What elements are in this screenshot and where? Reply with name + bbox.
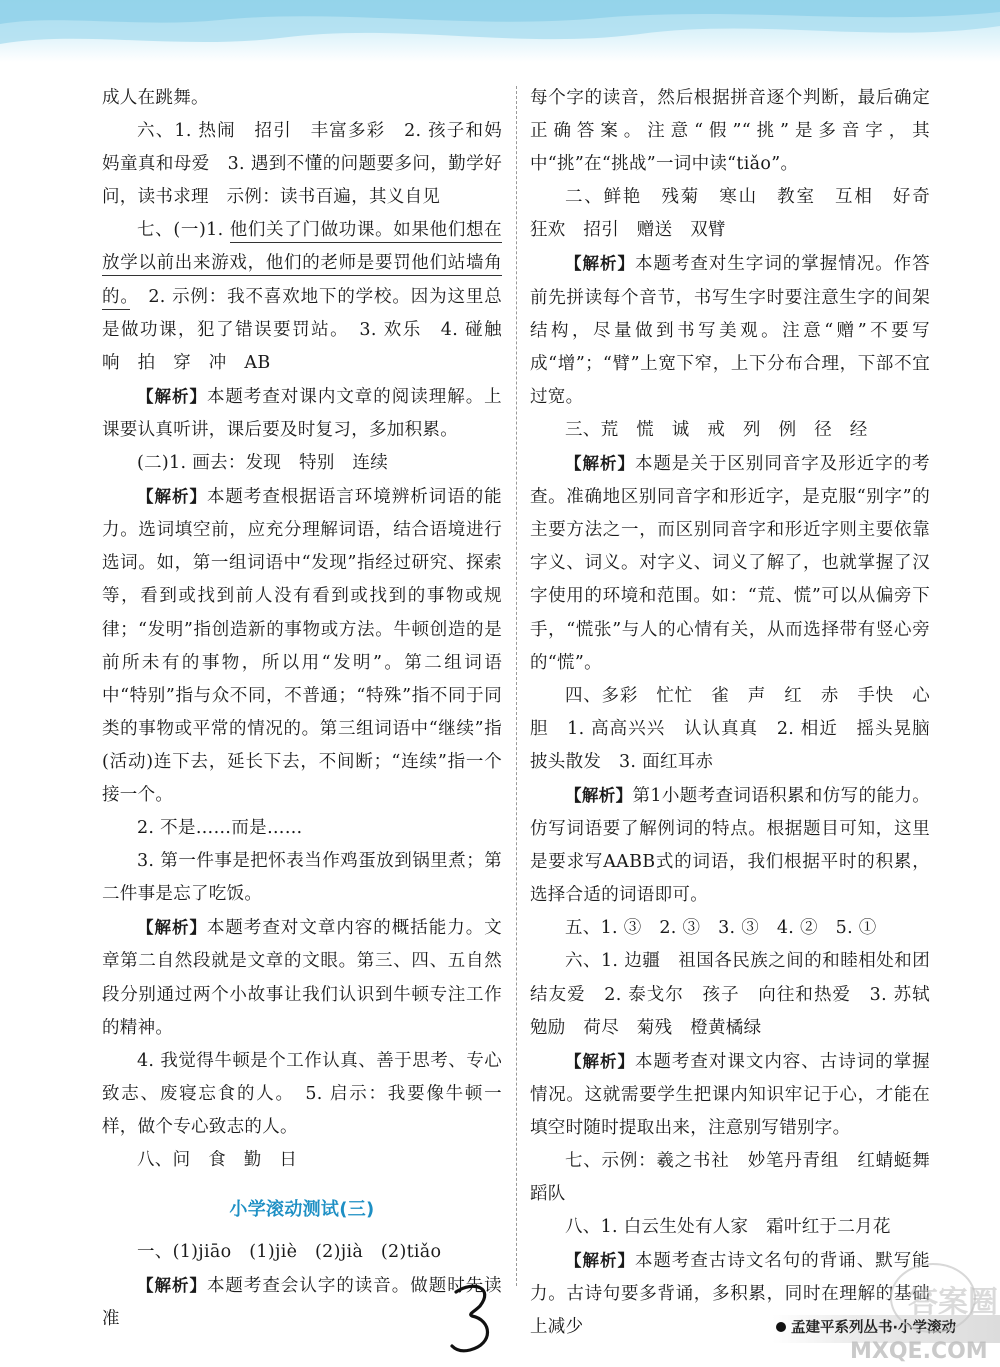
analysis-tag: 【解析】 bbox=[565, 254, 635, 274]
paragraph: 3. 第一件事是把怀表当作鸡蛋放到锅里煮；第二件事是忘了吃饭。 bbox=[102, 851, 502, 905]
bullet-icon bbox=[776, 1322, 786, 1332]
analysis-text: 本题考查对课内文章的阅读理解。上课要认真听讲，课后要及时复习，多加积累。 bbox=[102, 386, 502, 440]
paragraph: (二)1. 画去：发现 特别 连续 bbox=[137, 453, 389, 474]
paragraph: 八、1. 白云生处有人家 霜叶红于二月花 bbox=[565, 1217, 891, 1238]
analysis-paragraph bbox=[102, 911, 502, 1044]
analysis-tag: 【解析】 bbox=[137, 918, 207, 938]
analysis-tag: 【解析】 bbox=[137, 386, 207, 406]
analysis-text: 本题考查对课文内容、古诗词的掌握情况。这就需要学生把课内知识牢记于心，才能在填空时随时提取出来，注意别写错别字。 bbox=[530, 1051, 930, 1138]
paragraph: 一、(1)jiāo (1)jiè (2)jià (2)tiǎo bbox=[137, 1242, 442, 1263]
analysis-text: 第1小题考查词语积累和仿写的能力。仿写词语要了解例词的特点。根据题目可知，这里是要求写AABB式的词语，我们根据平时的积累，选择合适的词语即可。 bbox=[530, 785, 930, 906]
left-column bbox=[102, 82, 520, 1336]
paragraph: 四、多彩 忙忙 雀 声 红 赤 手快 心胆 1. 高高兴兴 认认真真 2. 相近 摇头晃脑 披头散发 3. 面红耳赤 bbox=[530, 685, 948, 772]
analysis-paragraph bbox=[102, 1269, 502, 1336]
paragraph: 八、问 食 勤 日 bbox=[137, 1150, 298, 1170]
analysis-tag: 【解析】 bbox=[565, 1251, 635, 1271]
watermark-line2: MXQE.COM bbox=[850, 1339, 988, 1364]
analysis-text: 本题考查会认字的读音。做题时先读准 bbox=[102, 1276, 502, 1330]
analysis-paragraph bbox=[102, 380, 502, 447]
underlined-answer: 他们关了门做功课。如果他们想在放学以前出来游戏，他们的老师是要罚他们站墙角的。 bbox=[102, 220, 502, 309]
analysis-text: 本题是关于区别同音字及形近字的考查。准确地区别同音字和形近字，是克服“别字”的主要方法之一，而区别同音字和形近字则主要依靠字义、词义。对字义、词义了解了，也就掌握了汉字使用的环境和范围。如：“荒、慌”可以从偏旁下手，“慌张”与人的心情有关，从而选择带有竖心旁的“慌”。 bbox=[530, 454, 930, 673]
analysis-paragraph bbox=[530, 447, 930, 680]
answer-text: 2. 示例：我不喜欢地下的学校。因为这里总是做功课，犯了错误要罚站。 3. 欢乐 4. 碰触 响 拍 穿 冲 AB bbox=[102, 286, 520, 373]
paragraph: 三、荒 慌 诚 戒 列 例 径 经 bbox=[565, 419, 868, 440]
analysis-paragraph bbox=[102, 480, 502, 812]
analysis-text: 本题考查根据语言环境辨析词语的能力。选词填空前，应充分理解词语，结合语境进行选词。如，第一组词语中“发现”指经过研究、探索等，看到或找到前人没有看到或找到的事物或规律；“发明”指创造新的事物或方法。牛顿创造的是前所未有的事物，所以用“发明”。第二组词语中“特别”指与众不同，不普通；“特殊”指不同于同类的事物或平常的情况的。第三组词语中“继续”指(活动)连下去，延长下去，不间断；“连续”指一个接一个。 bbox=[102, 487, 502, 805]
paragraph bbox=[102, 214, 520, 379]
analysis-text: 本题考查对文章内容的概括能力。文章第二自然段就是文章的文眼。第三、四、五自然段分别通过两个小故事让我们认识到牛顿专注工作的精神。 bbox=[102, 918, 502, 1038]
analysis-tag: 【解析】 bbox=[565, 454, 635, 474]
right-column bbox=[530, 82, 948, 1345]
analysis-tag: 【解析】 bbox=[565, 785, 633, 805]
analysis-paragraph bbox=[530, 1045, 930, 1145]
handwritten-page-number bbox=[446, 1278, 506, 1358]
paragraph: 七、示例：羲之书社 妙笔丹青组 红蜻蜓舞蹈队 bbox=[530, 1151, 930, 1205]
paragraph: 成人在跳舞。 bbox=[102, 88, 209, 108]
paragraph: 2. 不是……而是…… bbox=[137, 818, 303, 839]
analysis-tag: 【解析】 bbox=[565, 1051, 635, 1071]
watermark-line1: 答案圈 bbox=[908, 1285, 998, 1320]
paragraph: 二、鲜艳 残菊 寒山 教室 互相 好奇 狂欢 招引 赠送 双臂 bbox=[530, 187, 948, 241]
footer-text: 孟建平系列丛书·小学滚动 bbox=[791, 1320, 957, 1336]
analysis-text: 本题考查对生字词的掌握情况。作答前先拼读每个音节，书写生字时要注意生字的间架结构，尽量做到书写美观。注意“赠”不要写成“增”；“臂”上宽下窄，上下分布合理，下部不宜过宽。 bbox=[530, 254, 930, 407]
analysis-paragraph bbox=[530, 247, 930, 413]
paragraph: 4. 我觉得牛顿是个工作认真、善于思考、专心致志、废寝忘食的人。 5. 启示：我要像牛顿一样，做个专心致志的人。 bbox=[102, 1050, 502, 1137]
header-band bbox=[0, 0, 1000, 62]
analysis-paragraph bbox=[530, 779, 930, 912]
paragraph: 六、1. 边疆 祖国各民族之间的和睦相处和团结友爱 2. 泰戈尔 孩子 向往和热爱 3. 苏轼 勉励 荷尽 菊残 橙黄橘绿 bbox=[530, 951, 948, 1038]
answer-number: 七、(一)1. bbox=[137, 220, 230, 241]
analysis-text: 本题考查古诗文名句的背诵、默写能力。古诗句要多背诵，多积累，同时在理解的基础上减少 bbox=[530, 1251, 930, 1338]
watermark-logo bbox=[838, 1250, 1000, 1367]
paragraph: 五、1. ③ 2. ③ 3. ③ 4. ② 5. ① bbox=[565, 918, 877, 939]
analysis-tag: 【解析】 bbox=[137, 487, 207, 507]
column-divider bbox=[516, 86, 517, 1286]
section-title: 小学滚动测试(三) bbox=[229, 1199, 375, 1221]
paragraph: 每个字的读音，然后根据拼音逐个判断，最后确定正确答案。注意“假”“挑”是多音字，其中“挑”在“挑战”一词中读“tiǎo”。 bbox=[530, 88, 930, 175]
analysis-tag: 【解析】 bbox=[137, 1276, 207, 1296]
paragraph: 六、1. 热闹 招引 丰富多彩 2. 孩子和妈妈童真和母爱 3. 遇到不懂的问题要多问，勤学好问，读书求理 示例：读书百遍，其义自见 bbox=[102, 121, 502, 208]
header-wave-decoration bbox=[0, 0, 1000, 62]
